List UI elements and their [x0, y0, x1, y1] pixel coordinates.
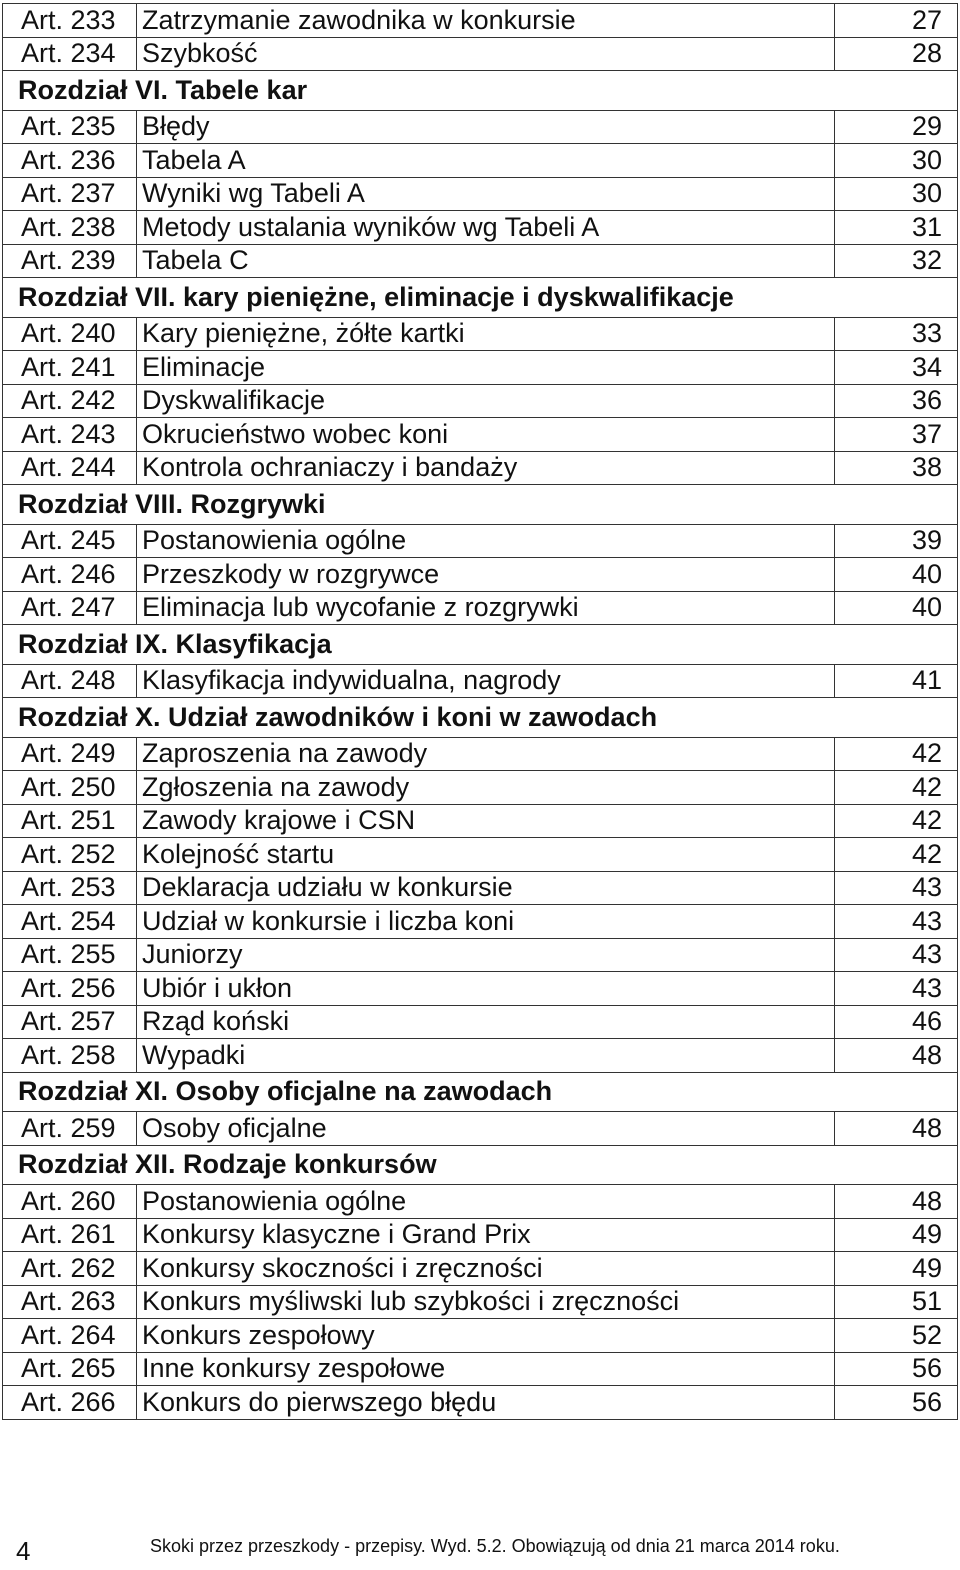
article-number: Art. 248 — [3, 664, 137, 698]
page-number: 4 — [16, 1536, 31, 1566]
article-title: Kontrola ochraniaczy i bandaży — [137, 451, 835, 485]
chapter-heading-row — [3, 485, 958, 525]
article-number: Art. 235 — [3, 110, 137, 144]
chapter-heading: Rozdział IX. Klasyfikacja — [3, 625, 958, 665]
article-number: Art. 261 — [3, 1218, 137, 1252]
article-title: Eliminacja lub wycofanie z rozgrywki — [137, 591, 835, 625]
page-number-cell: 27 — [835, 4, 958, 38]
page-number-cell: 56 — [835, 1386, 958, 1420]
article-title: Klasyfikacja indywidualna, nagrody — [137, 664, 835, 698]
chapter-heading: Rozdział XII. Rodzaje konkursów — [3, 1145, 958, 1185]
article-number: Art. 253 — [3, 871, 137, 905]
toc-row — [3, 524, 958, 558]
chapter-heading: Rozdział VIII. Rozgrywki — [3, 485, 958, 525]
toc-row — [3, 351, 958, 385]
article-number: Art. 246 — [3, 558, 137, 592]
article-title: Udział w konkursie i liczba koni — [137, 905, 835, 939]
article-title: Konkursy klasyczne i Grand Prix — [137, 1218, 835, 1252]
article-number: Art. 244 — [3, 451, 137, 485]
article-title: Zatrzymanie zawodnika w konkursie — [137, 4, 835, 38]
article-title: Rząd koński — [137, 1005, 835, 1039]
page-number-cell: 42 — [835, 838, 958, 872]
toc-row — [3, 771, 958, 805]
toc-row — [3, 1319, 958, 1353]
article-number: Art. 254 — [3, 905, 137, 939]
article-title: Osoby oficjalne — [137, 1112, 835, 1146]
chapter-heading: Rozdział VII. kary pieniężne, eliminacje i dyskwalifikacje — [3, 278, 958, 318]
article-title: Przeszkody w rozgrywce — [137, 558, 835, 592]
article-title: Zawody krajowe i CSN — [137, 804, 835, 838]
article-number: Art. 241 — [3, 351, 137, 385]
article-title: Postanowienia ogólne — [137, 1185, 835, 1219]
chapter-heading: Rozdział X. Udział zawodników i koni w zawodach — [3, 698, 958, 738]
article-number: Art. 242 — [3, 384, 137, 418]
article-number: Art. 260 — [3, 1185, 137, 1219]
toc-row — [3, 384, 958, 418]
page-number-cell: 48 — [835, 1112, 958, 1146]
article-title: Zaproszenia na zawody — [137, 737, 835, 771]
article-number: Art. 236 — [3, 144, 137, 178]
article-number: Art. 249 — [3, 737, 137, 771]
toc-row — [3, 938, 958, 972]
article-number: Art. 264 — [3, 1319, 137, 1353]
article-title: Wypadki — [137, 1039, 835, 1073]
toc-row — [3, 1005, 958, 1039]
article-title: Postanowienia ogólne — [137, 524, 835, 558]
article-number: Art. 252 — [3, 838, 137, 872]
toc-row — [3, 905, 958, 939]
article-number: Art. 237 — [3, 177, 137, 211]
chapter-heading-row — [3, 278, 958, 318]
toc-row — [3, 1252, 958, 1286]
article-number: Art. 239 — [3, 244, 137, 278]
toc-row — [3, 4, 958, 38]
toc-row — [3, 244, 958, 278]
page-number-cell: 31 — [835, 211, 958, 245]
page-number-cell: 48 — [835, 1039, 958, 1073]
page-number-cell: 32 — [835, 244, 958, 278]
page-number-cell: 36 — [835, 384, 958, 418]
toc-row — [3, 418, 958, 452]
toc-row — [3, 664, 958, 698]
page-number-cell: 42 — [835, 737, 958, 771]
toc-row — [3, 451, 958, 485]
page-number-cell: 40 — [835, 558, 958, 592]
article-title: Juniorzy — [137, 938, 835, 972]
chapter-heading-row — [3, 625, 958, 665]
article-number: Art. 250 — [3, 771, 137, 805]
article-title: Konkurs myśliwski lub szybkości i zręczności — [137, 1285, 835, 1319]
page-number-cell: 52 — [835, 1319, 958, 1353]
article-title: Kolejność startu — [137, 838, 835, 872]
article-number: Art. 234 — [3, 37, 137, 71]
page-footer: Skoki przez przeszkody - przepisy. Wyd. 5.2. Obowiązują od dnia 21 marca 2014 roku. — [150, 1536, 840, 1556]
page-number-cell: 30 — [835, 144, 958, 178]
page-number-cell: 42 — [835, 804, 958, 838]
toc-row — [3, 1112, 958, 1146]
toc-row — [3, 804, 958, 838]
article-title: Konkursy skoczności i zręczności — [137, 1252, 835, 1286]
article-number: Art. 251 — [3, 804, 137, 838]
page-number-cell: 48 — [835, 1185, 958, 1219]
page-number-cell: 38 — [835, 451, 958, 485]
article-title: Błędy — [137, 110, 835, 144]
article-number: Art. 262 — [3, 1252, 137, 1286]
page-number-cell: 34 — [835, 351, 958, 385]
article-number: Art. 243 — [3, 418, 137, 452]
toc-row — [3, 838, 958, 872]
article-title: Wyniki wg Tabeli A — [137, 177, 835, 211]
toc-row — [3, 1285, 958, 1319]
article-number: Art. 255 — [3, 938, 137, 972]
article-title: Szybkość — [137, 37, 835, 71]
article-number: Art. 265 — [3, 1352, 137, 1386]
page-number-cell: 46 — [835, 1005, 958, 1039]
page-number-cell: 49 — [835, 1218, 958, 1252]
article-title: Tabela C — [137, 244, 835, 278]
table-of-contents — [2, 3, 958, 1420]
page-number-cell: 43 — [835, 938, 958, 972]
page-number-cell: 43 — [835, 972, 958, 1006]
page-number-cell: 56 — [835, 1352, 958, 1386]
page-number-cell: 39 — [835, 524, 958, 558]
article-number: Art. 257 — [3, 1005, 137, 1039]
page-number-cell: 43 — [835, 871, 958, 905]
article-title: Konkurs zespołowy — [137, 1319, 835, 1353]
toc-row — [3, 1218, 958, 1252]
article-title: Zgłoszenia na zawody — [137, 771, 835, 805]
chapter-heading: Rozdział XI. Osoby oficjalne na zawodach — [3, 1072, 958, 1112]
article-number: Art. 245 — [3, 524, 137, 558]
article-title: Metody ustalania wyników wg Tabeli A — [137, 211, 835, 245]
article-number: Art. 258 — [3, 1039, 137, 1073]
toc-row — [3, 37, 958, 71]
toc-row — [3, 871, 958, 905]
article-number: Art. 263 — [3, 1285, 137, 1319]
article-title: Eliminacje — [137, 351, 835, 385]
toc-row — [3, 1352, 958, 1386]
page-number-cell: 28 — [835, 37, 958, 71]
article-title: Tabela A — [137, 144, 835, 178]
toc-row — [3, 558, 958, 592]
article-number: Art. 233 — [3, 4, 137, 38]
toc-row — [3, 737, 958, 771]
page-number-cell: 43 — [835, 905, 958, 939]
article-title: Konkurs do pierwszego błędu — [137, 1386, 835, 1420]
chapter-heading-row — [3, 1072, 958, 1112]
article-number: Art. 266 — [3, 1386, 137, 1420]
toc-row — [3, 591, 958, 625]
chapter-heading-row — [3, 698, 958, 738]
page-number-cell: 41 — [835, 664, 958, 698]
toc-row — [3, 144, 958, 178]
toc-row — [3, 972, 958, 1006]
toc-row — [3, 1386, 958, 1420]
article-title: Deklaracja udziału w konkursie — [137, 871, 835, 905]
toc-row — [3, 211, 958, 245]
article-number: Art. 256 — [3, 972, 137, 1006]
page-number-cell: 30 — [835, 177, 958, 211]
toc-row — [3, 1039, 958, 1073]
toc-row — [3, 177, 958, 211]
page-number-cell: 37 — [835, 418, 958, 452]
article-number: Art. 259 — [3, 1112, 137, 1146]
article-title: Ubiór i ukłon — [137, 972, 835, 1006]
article-title: Inne konkursy zespołowe — [137, 1352, 835, 1386]
toc-row — [3, 110, 958, 144]
toc-row — [3, 317, 958, 351]
article-number: Art. 238 — [3, 211, 137, 245]
page-number-cell: 29 — [835, 110, 958, 144]
article-title: Okrucieństwo wobec koni — [137, 418, 835, 452]
chapter-heading-row — [3, 1145, 958, 1185]
toc-body — [3, 4, 958, 1420]
page-number-cell: 33 — [835, 317, 958, 351]
page-number-cell: 49 — [835, 1252, 958, 1286]
chapter-heading: Rozdział VI. Tabele kar — [3, 71, 958, 111]
toc-row — [3, 1185, 958, 1219]
article-title: Kary pieniężne, żółte kartki — [137, 317, 835, 351]
chapter-heading-row — [3, 71, 958, 111]
page-number-cell: 51 — [835, 1285, 958, 1319]
article-title: Dyskwalifikacje — [137, 384, 835, 418]
article-number: Art. 247 — [3, 591, 137, 625]
page-number-cell: 42 — [835, 771, 958, 805]
page-number-cell: 40 — [835, 591, 958, 625]
article-number: Art. 240 — [3, 317, 137, 351]
